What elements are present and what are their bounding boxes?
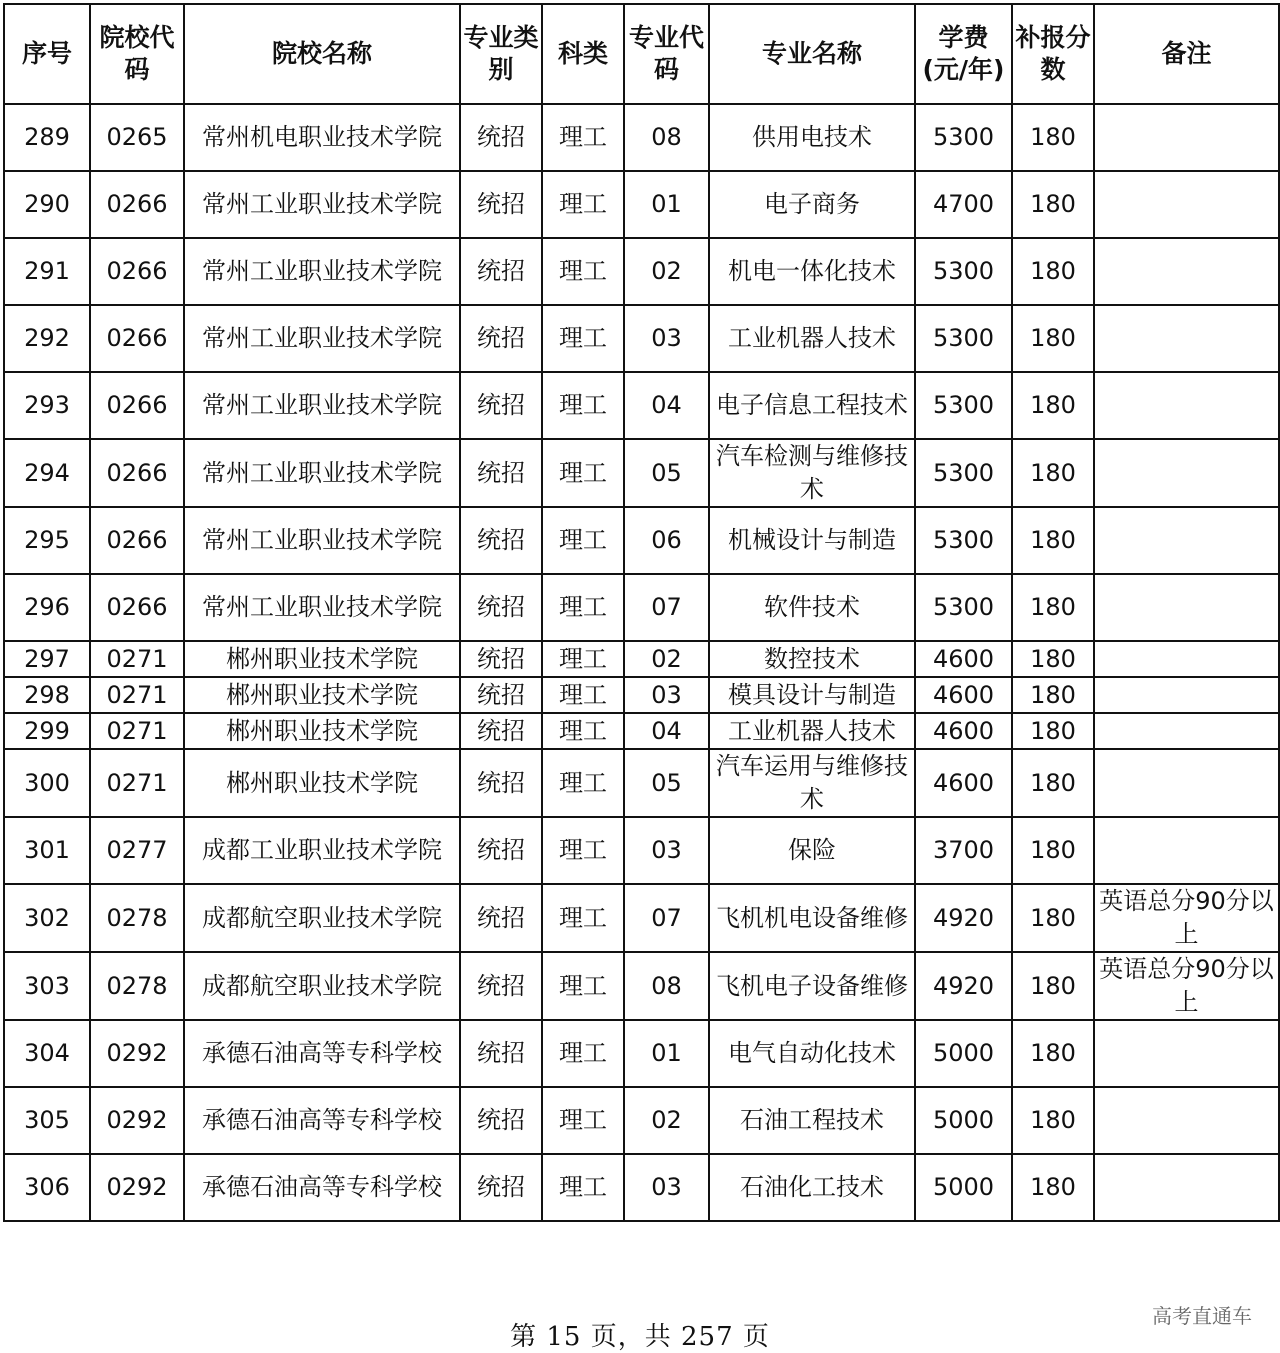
table-cell: 理工: [542, 305, 624, 372]
table-cell: 180: [1012, 817, 1094, 884]
table-row: [4, 372, 1279, 439]
header-row: [4, 4, 1279, 104]
table-cell: 供用电技术: [709, 104, 915, 171]
table-cell: 郴州职业技术学院: [184, 713, 460, 749]
table-cell: 0271: [90, 713, 184, 749]
table-cell: 郴州职业技术学院: [184, 677, 460, 713]
table-row: [4, 817, 1279, 884]
table-cell: 理工: [542, 171, 624, 238]
table-cell: 统招: [460, 817, 542, 884]
table-cell: [1094, 1154, 1279, 1221]
table-cell: 电子商务: [709, 171, 915, 238]
table-cell: 03: [624, 677, 709, 713]
header-cell: 专业名称: [709, 4, 915, 104]
table-cell: 成都航空职业技术学院: [184, 884, 460, 952]
table-cell: 07: [624, 884, 709, 952]
table-cell: 0266: [90, 574, 184, 641]
table-cell: 180: [1012, 104, 1094, 171]
table-cell: 常州工业职业技术学院: [184, 171, 460, 238]
table-row: [4, 1087, 1279, 1154]
header-cell: 备注: [1094, 4, 1279, 104]
table-cell: 0277: [90, 817, 184, 884]
table-cell: 302: [4, 884, 90, 952]
table-cell: 180: [1012, 171, 1094, 238]
table-row: [4, 439, 1279, 507]
table-cell: 承德石油高等专科学校: [184, 1087, 460, 1154]
table-cell: 0271: [90, 641, 184, 677]
table-cell: 机械设计与制造: [709, 507, 915, 574]
table-cell: 0271: [90, 677, 184, 713]
table-cell: 5000: [915, 1087, 1012, 1154]
table-cell: 08: [624, 952, 709, 1020]
table-cell: 理工: [542, 104, 624, 171]
table-cell: 0266: [90, 305, 184, 372]
table-cell: 统招: [460, 372, 542, 439]
table-cell: 5000: [915, 1020, 1012, 1087]
table-cell: 04: [624, 372, 709, 439]
table-cell: 统招: [460, 1087, 542, 1154]
table-cell: 298: [4, 677, 90, 713]
table-cell: 成都航空职业技术学院: [184, 952, 460, 1020]
table-cell: 常州机电职业技术学院: [184, 104, 460, 171]
table-cell: [1094, 305, 1279, 372]
header-cell: 专业代码: [624, 4, 709, 104]
table-cell: 293: [4, 372, 90, 439]
table-cell: 291: [4, 238, 90, 305]
table-cell: 承德石油高等专科学校: [184, 1154, 460, 1221]
admissions-table: [3, 3, 1280, 1222]
table-cell: 5300: [915, 305, 1012, 372]
table-cell: 180: [1012, 238, 1094, 305]
table-cell: 08: [624, 104, 709, 171]
table-cell: 180: [1012, 677, 1094, 713]
table-cell: 0292: [90, 1154, 184, 1221]
table-row: [4, 952, 1279, 1020]
table-cell: 180: [1012, 749, 1094, 817]
table-cell: 统招: [460, 641, 542, 677]
table-cell: 4600: [915, 677, 1012, 713]
table-cell: [1094, 1087, 1279, 1154]
table-cell: 工业机器人技术: [709, 305, 915, 372]
table-cell: 机电一体化技术: [709, 238, 915, 305]
table-cell: 02: [624, 641, 709, 677]
table-cell: 180: [1012, 641, 1094, 677]
table-cell: 03: [624, 817, 709, 884]
table-cell: 304: [4, 1020, 90, 1087]
table-row: [4, 1020, 1279, 1087]
table-row: [4, 171, 1279, 238]
table-cell: 统招: [460, 884, 542, 952]
table-row: [4, 238, 1279, 305]
table-cell: 290: [4, 171, 90, 238]
table-cell: 理工: [542, 817, 624, 884]
table-cell: 02: [624, 238, 709, 305]
table-cell: 常州工业职业技术学院: [184, 507, 460, 574]
table-cell: 0278: [90, 952, 184, 1020]
table-cell: 0265: [90, 104, 184, 171]
table-cell: [1094, 1020, 1279, 1087]
table-cell: 4600: [915, 713, 1012, 749]
table-cell: 电气自动化技术: [709, 1020, 915, 1087]
header-cell: 序号: [4, 4, 90, 104]
table-cell: 理工: [542, 1154, 624, 1221]
table-row: [4, 574, 1279, 641]
table-cell: 常州工业职业技术学院: [184, 372, 460, 439]
table-cell: 05: [624, 439, 709, 507]
table-cell: 统招: [460, 749, 542, 817]
table-cell: 常州工业职业技术学院: [184, 574, 460, 641]
table-cell: [1094, 713, 1279, 749]
table-cell: 统招: [460, 1020, 542, 1087]
table-cell: 180: [1012, 1087, 1094, 1154]
watermark: 高考直通车: [1152, 1304, 1252, 1328]
table-cell: 292: [4, 305, 90, 372]
table-cell: 保险: [709, 817, 915, 884]
table-cell: 180: [1012, 372, 1094, 439]
table-cell: 0266: [90, 372, 184, 439]
table-cell: 0278: [90, 884, 184, 952]
table-cell: 理工: [542, 372, 624, 439]
table-cell: 统招: [460, 713, 542, 749]
table-cell: 4920: [915, 952, 1012, 1020]
table-cell: 180: [1012, 305, 1094, 372]
table-cell: 汽车运用与维修技术: [709, 749, 915, 817]
table-row: [4, 677, 1279, 713]
table-cell: [1094, 574, 1279, 641]
table-cell: [1094, 641, 1279, 677]
table-cell: 统招: [460, 507, 542, 574]
table-cell: 理工: [542, 641, 624, 677]
table-row: [4, 749, 1279, 817]
table-cell: 289: [4, 104, 90, 171]
header-cell: 科类: [542, 4, 624, 104]
table-cell: 常州工业职业技术学院: [184, 439, 460, 507]
table-cell: 04: [624, 713, 709, 749]
table-cell: [1094, 677, 1279, 713]
page-number: 第 15 页，共 257 页: [510, 1322, 770, 1352]
table-cell: [1094, 507, 1279, 574]
table-cell: 石油化工技术: [709, 1154, 915, 1221]
table-cell: 理工: [542, 1020, 624, 1087]
table-cell: 统招: [460, 305, 542, 372]
table-cell: 电子信息工程技术: [709, 372, 915, 439]
table-cell: 统招: [460, 171, 542, 238]
table-cell: 理工: [542, 507, 624, 574]
table-cell: 0266: [90, 171, 184, 238]
table-cell: 4700: [915, 171, 1012, 238]
table-cell: 常州工业职业技术学院: [184, 238, 460, 305]
table-cell: 统招: [460, 952, 542, 1020]
header-cell: 专业类别: [460, 4, 542, 104]
table-cell: 05: [624, 749, 709, 817]
table-cell: 4600: [915, 641, 1012, 677]
table-cell: 5000: [915, 1154, 1012, 1221]
table-cell: 5300: [915, 372, 1012, 439]
table-cell: 180: [1012, 884, 1094, 952]
table-cell: 理工: [542, 1087, 624, 1154]
table-cell: 5300: [915, 104, 1012, 171]
table-cell: 郴州职业技术学院: [184, 641, 460, 677]
table-cell: 工业机器人技术: [709, 713, 915, 749]
table-cell: 180: [1012, 574, 1094, 641]
table-cell: 统招: [460, 238, 542, 305]
table-cell: [1094, 439, 1279, 507]
table-cell: 4600: [915, 749, 1012, 817]
table-cell: 0266: [90, 238, 184, 305]
table-row: [4, 713, 1279, 749]
table-cell: 统招: [460, 574, 542, 641]
table-cell: 英语总分90分以上: [1094, 884, 1279, 952]
table-cell: 理工: [542, 884, 624, 952]
table-cell: [1094, 238, 1279, 305]
table-row: [4, 641, 1279, 677]
header-cell: 补报分数: [1012, 4, 1094, 104]
table-cell: 03: [624, 305, 709, 372]
table-cell: 统招: [460, 439, 542, 507]
table-cell: [1094, 749, 1279, 817]
table-cell: [1094, 171, 1279, 238]
table-cell: 软件技术: [709, 574, 915, 641]
table-cell: 承德石油高等专科学校: [184, 1020, 460, 1087]
table-cell: 07: [624, 574, 709, 641]
table-cell: 180: [1012, 713, 1094, 749]
header-cell: 院校名称: [184, 4, 460, 104]
header-cell: 院校代码: [90, 4, 184, 104]
table-cell: 理工: [542, 574, 624, 641]
table-cell: 理工: [542, 713, 624, 749]
table-cell: 299: [4, 713, 90, 749]
table-cell: 4920: [915, 884, 1012, 952]
table-cell: 理工: [542, 238, 624, 305]
table-cell: 英语总分90分以上: [1094, 952, 1279, 1020]
table-cell: 305: [4, 1087, 90, 1154]
table-cell: 0266: [90, 439, 184, 507]
table-cell: 0292: [90, 1020, 184, 1087]
table-row: [4, 884, 1279, 952]
table-cell: 306: [4, 1154, 90, 1221]
table-cell: 180: [1012, 1154, 1094, 1221]
table-cell: 飞机机电设备维修: [709, 884, 915, 952]
table-row: [4, 104, 1279, 171]
table-row: [4, 1154, 1279, 1221]
table-cell: 模具设计与制造: [709, 677, 915, 713]
table-cell: 理工: [542, 677, 624, 713]
table-cell: [1094, 817, 1279, 884]
table-cell: 0271: [90, 749, 184, 817]
table-cell: 成都工业职业技术学院: [184, 817, 460, 884]
table-cell: 297: [4, 641, 90, 677]
table-cell: 301: [4, 817, 90, 884]
table-cell: 理工: [542, 749, 624, 817]
table-cell: 5300: [915, 238, 1012, 305]
table-cell: 理工: [542, 439, 624, 507]
table-cell: 统招: [460, 1154, 542, 1221]
table-cell: 飞机电子设备维修: [709, 952, 915, 1020]
table-row: [4, 507, 1279, 574]
table-cell: 01: [624, 1020, 709, 1087]
table-cell: 统招: [460, 677, 542, 713]
header-cell: 学费(元/年): [915, 4, 1012, 104]
table-cell: 汽车检测与维修技术: [709, 439, 915, 507]
table-cell: 03: [624, 1154, 709, 1221]
table-row: [4, 305, 1279, 372]
table-cell: 统招: [460, 104, 542, 171]
table-cell: 5300: [915, 574, 1012, 641]
table-cell: 02: [624, 1087, 709, 1154]
table-cell: 180: [1012, 507, 1094, 574]
table-cell: 06: [624, 507, 709, 574]
table-cell: 180: [1012, 439, 1094, 507]
table-cell: 0266: [90, 507, 184, 574]
table-cell: 5300: [915, 507, 1012, 574]
table-cell: 303: [4, 952, 90, 1020]
table-cell: 3700: [915, 817, 1012, 884]
table-cell: [1094, 104, 1279, 171]
table-cell: 5300: [915, 439, 1012, 507]
table-cell: 0292: [90, 1087, 184, 1154]
table-cell: 180: [1012, 1020, 1094, 1087]
table-cell: 296: [4, 574, 90, 641]
table-cell: 数控技术: [709, 641, 915, 677]
table-cell: 理工: [542, 952, 624, 1020]
table-cell: 郴州职业技术学院: [184, 749, 460, 817]
table-cell: 295: [4, 507, 90, 574]
table-cell: 石油工程技术: [709, 1087, 915, 1154]
table-cell: 300: [4, 749, 90, 817]
table-cell: 180: [1012, 952, 1094, 1020]
table-cell: 294: [4, 439, 90, 507]
table-cell: 常州工业职业技术学院: [184, 305, 460, 372]
table-cell: [1094, 372, 1279, 439]
table-cell: 01: [624, 171, 709, 238]
